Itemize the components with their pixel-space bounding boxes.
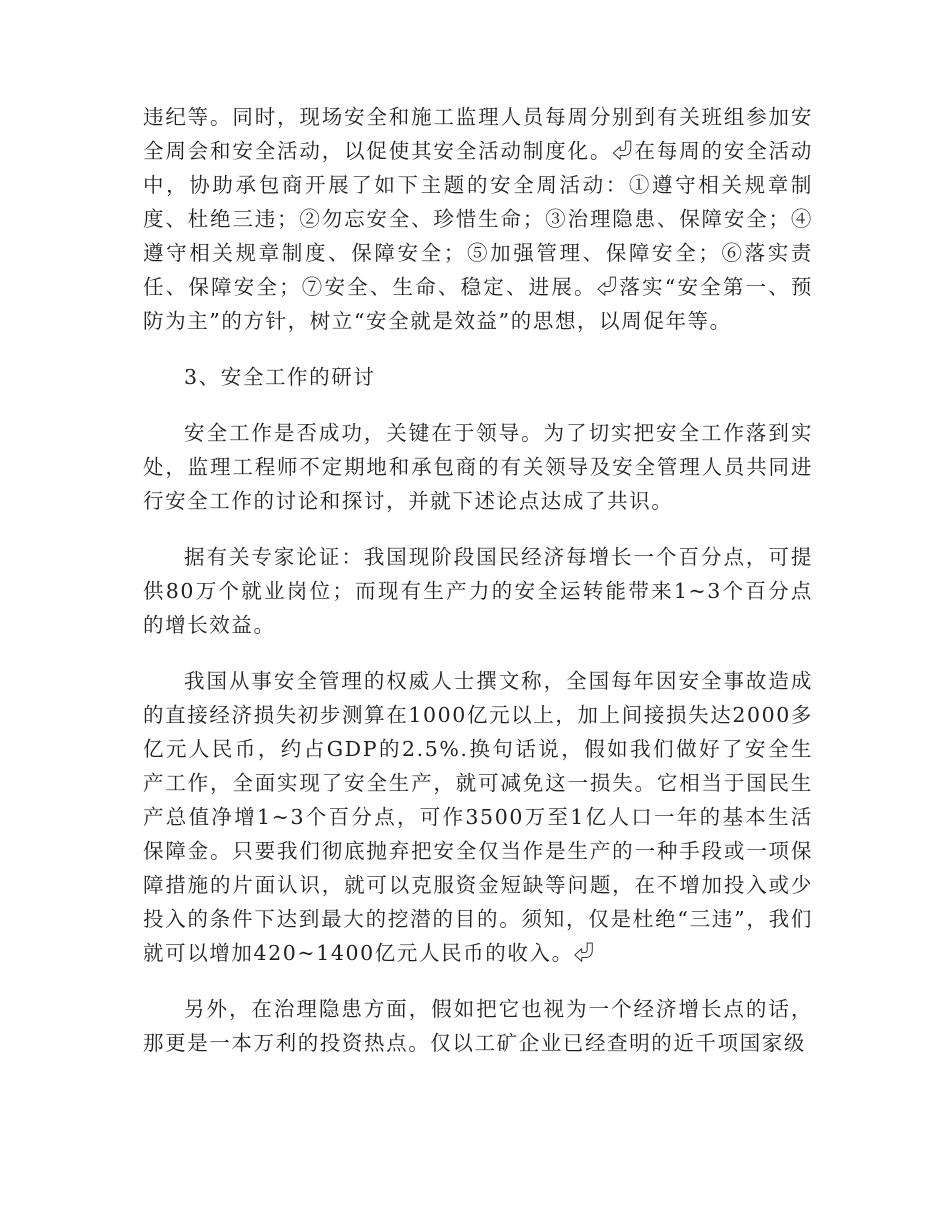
section-heading-safety-discussion: 3、安全工作的研讨	[184, 365, 376, 389]
document-body	[143, 100, 813, 1082]
paragraph-economic-loss: 我国从事安全管理的权威人士撰文称，全国每年因安全事故造成的直接经济损失初步测算在1000亿元以上，加上间接损失达2000多亿元人民币，约占GDP的2.5%.换句话说，假如我们做好了安全生产工作，全面实现了安全生产，就可减免这一损失。它相当于国民生产总值净增1~3个百分点，可作3500万至1亿人口一年的基本生活保障金。只要我们彻底抛弃把安全仅当作是生产的一种手段或一项保障措施的片面认识，就可以克服资金短缺等问题，在不增加投入或少投入的条件下达到最大的挖潜的目的。须知，仅是杜绝“三违”，我们就可以增加420~1400亿元人民币的收入。⏎	[143, 669, 813, 965]
paragraph-expert-argument: 据有关专家论证：我国现阶段国民经济每增长一个百分点，可提供80万个就业岗位；而现有生产力的安全运转能带来1~3个百分点的增长效益。	[143, 545, 813, 637]
paragraph-leadership: 安全工作是否成功，关键在于领导。为了切实把安全工作落到实处，监理工程师不定期地和承包商的有关领导及安全管理人员共同进行安全工作的讨论和探讨，并就下述论点达成了共识。	[143, 421, 813, 513]
paragraph-hazard-governance: 另外，在治理隐患方面，假如把它也视为一个经济增长点的话，那更是一本万利的投资热点。仅以工矿企业已经查明的近千项国家级	[143, 997, 813, 1055]
paragraph-safety-activities: 违纪等。同时，现场安全和施工监理人员每周分别到有关班组参加安全周会和安全活动，以促使其安全活动制度化。⏎在每周的安全活动中，协助承包商开展了如下主题的安全周活动：①遵守相关规章制度、杜绝三违；②勿忘安全、珍惜生命；③治理隐患、保障安全；④遵守相关规章制度、保障安全；⑤加强管理、保障安全；⑥落实责任、保障安全；⑦安全、生命、稳定、进展。⏎落实“安全第一、预防为主”的方针，树立“安全就是效益”的思想，以周促年等。	[143, 105, 813, 333]
